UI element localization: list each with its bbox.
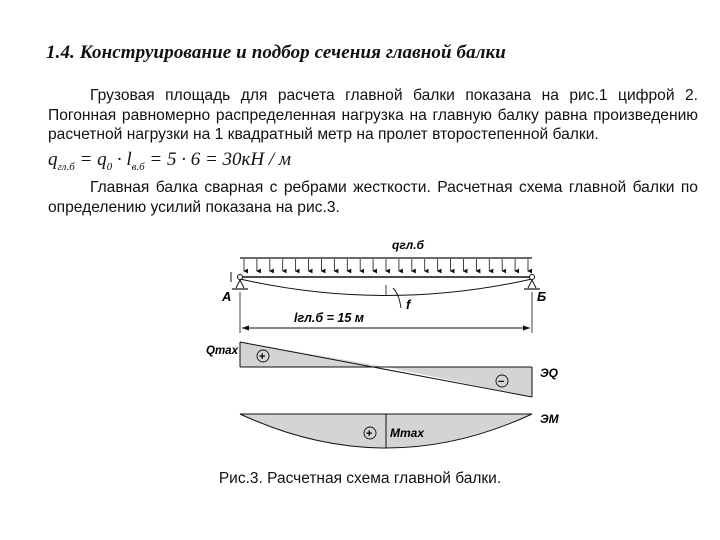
load-arrows bbox=[244, 259, 528, 271]
shear-minus-sign: − bbox=[498, 376, 505, 388]
deflection-label: f bbox=[406, 297, 411, 312]
figure-caption: Рис.3. Расчетная схема главной балки. bbox=[218, 470, 502, 487]
formula-equals: = bbox=[74, 149, 98, 170]
bending-moment-diagram bbox=[240, 414, 532, 448]
shear-diagram-label: ЭQ bbox=[540, 366, 558, 380]
span-label: lгл.б = 15 м bbox=[294, 311, 365, 325]
support-left-label: А bbox=[222, 289, 232, 304]
section-heading: 1.4. Конструирование и подбор сечения главной балки bbox=[46, 42, 506, 63]
support-right-label: Б bbox=[537, 289, 547, 304]
formula-dot: · bbox=[112, 149, 127, 170]
shear-max-label: Qmax bbox=[206, 345, 238, 357]
deflection-leader bbox=[393, 288, 401, 308]
formula-l: l bbox=[126, 149, 132, 170]
formula-lhs-subscript: гл.б bbox=[57, 160, 75, 173]
formula-result: = 5 · 6 = 30кН / м bbox=[144, 149, 292, 170]
formula-l-subscript: в.б bbox=[131, 160, 145, 173]
shear-plus-sign: + bbox=[259, 351, 266, 363]
moment-plus-sign: + bbox=[366, 428, 373, 440]
shear-force-diagram bbox=[240, 342, 532, 397]
distributed-load bbox=[240, 258, 532, 271]
span-dimension bbox=[240, 292, 532, 333]
paragraph-load-area: Грузовая площадь для расчета главной балки показана на рис.1 цифрой 2. Погонная равномерно распределенная нагрузка на главную балку равна произведению расчетной нагрузки на 1 квадратный метр на пролет второстепенной балки. bbox=[48, 87, 698, 143]
formula-q0-subscript: 0 bbox=[106, 160, 113, 173]
moment-diagram-label: ЭМ bbox=[540, 412, 559, 426]
moment-max-label: Mmax bbox=[390, 426, 425, 440]
formula-lhs: q bbox=[48, 149, 58, 170]
formula-q0: q bbox=[97, 149, 107, 170]
paragraph-welded-beam: Главная балка сварная с ребрами жесткости. Расчетная схема главной балки по определению усилий показана на рис.3. bbox=[48, 179, 698, 216]
load-label: qгл.б bbox=[392, 238, 424, 252]
